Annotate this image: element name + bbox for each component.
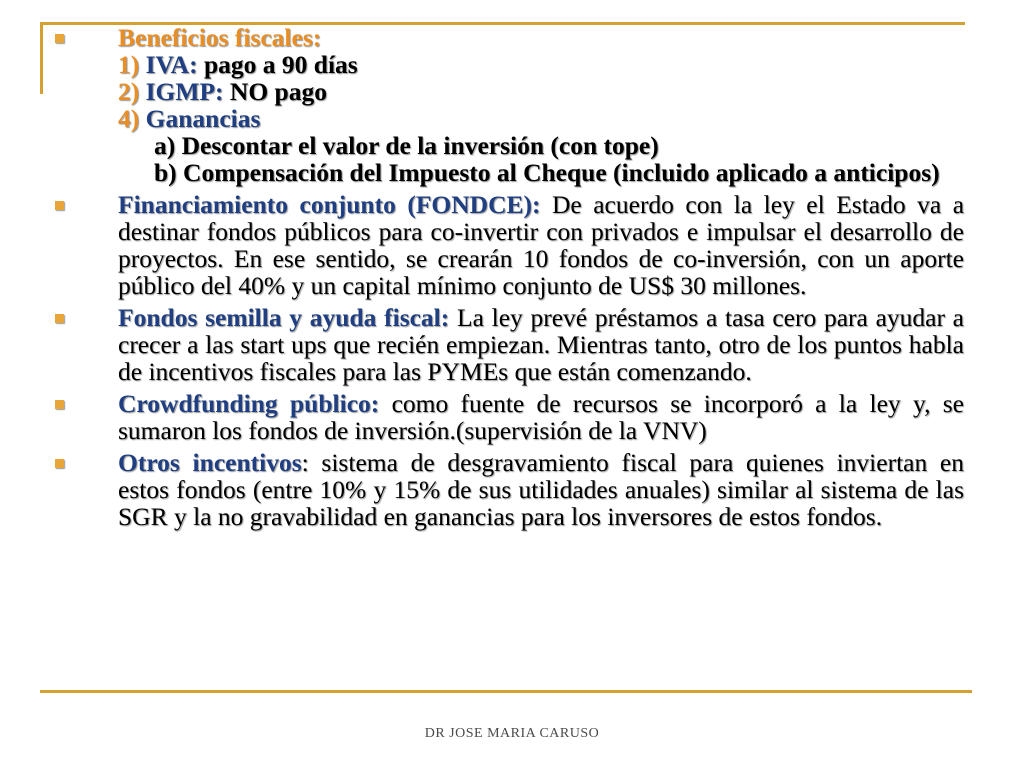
semilla-text: La ley prevé préstamos a tasa cero para ayudar a crecer a las start ups que recién empiezan. Mientras tanto, otro de los puntos habla de incentivos fiscales para las PYMEs que están comenzando. bbox=[118, 303, 964, 386]
bullet-icon bbox=[55, 459, 64, 468]
ganancias-label: Ganancias bbox=[145, 104, 261, 133]
ganancias-sub-b: b) Compensación del Impuesto al Cheque (incluido aplicado a anticipos) bbox=[154, 158, 940, 187]
left-rule bbox=[40, 22, 43, 94]
ganancias-line bbox=[118, 105, 964, 132]
footer-author: DR JOSE MARIA CARUSO bbox=[424, 726, 600, 741]
bullet-icon bbox=[55, 34, 64, 43]
otros-label: Otros incentivos bbox=[118, 448, 302, 477]
financiamiento-text: De acuerdo con la ley el Estado va a destinar fondos públicos para co-invertir con privados e impulsar el desarrollo de proyectos. En ese sentido, se crearán 10 fondos de co-inversión, con un aporte público del 40% y un capital mínimo conjunto de US$ 30 millones. bbox=[118, 190, 965, 300]
igmp-number: 2) bbox=[118, 77, 140, 106]
igmp-text: NO pago bbox=[229, 77, 327, 106]
crowdfunding-text: como fuente de recursos se incorporó a la ley y, se sumaron los fondos de inversión.(supervisión de la VNV) bbox=[118, 389, 964, 445]
bullet-beneficios bbox=[118, 24, 964, 186]
iva-number: 1) bbox=[118, 50, 140, 79]
bullet-icon bbox=[55, 314, 64, 323]
bullet-icon bbox=[55, 400, 64, 409]
iva-label: IVA: bbox=[145, 50, 198, 79]
iva-text: pago a 90 días bbox=[203, 50, 358, 79]
bullet-icon bbox=[55, 201, 64, 210]
ganancias-number: 4) bbox=[118, 104, 140, 133]
semilla-label: Fondos semilla y ayuda fiscal: bbox=[118, 303, 450, 332]
crowdfunding-label: Crowdfunding público: bbox=[118, 389, 380, 418]
otros-text: : sistema de desgravamiento fiscal para quienes inviertan en estos fondos (entre 10% y 15% de sus utilidades anuales) similar al sistema de las SGR y la no gravabilidad en ganancias para los inversores de estos fondos. bbox=[118, 448, 964, 531]
bullet-semilla bbox=[118, 304, 964, 385]
beneficios-heading: Beneficios fiscales: bbox=[118, 23, 322, 52]
igmp-label: IGMP: bbox=[145, 77, 224, 106]
bottom-rule bbox=[40, 690, 972, 693]
slide-content bbox=[118, 24, 964, 530]
iva-line bbox=[118, 51, 964, 78]
bullet-otros bbox=[118, 449, 964, 530]
bullet-financiamiento bbox=[118, 191, 964, 299]
igmp-line bbox=[118, 78, 964, 105]
ganancias-sub-a: a) Descontar el valor de la inversión (con tope) bbox=[154, 131, 659, 160]
bullet-crowdfunding bbox=[118, 390, 964, 444]
financiamiento-label: Financiamiento conjunto (FONDCE): bbox=[118, 190, 541, 219]
